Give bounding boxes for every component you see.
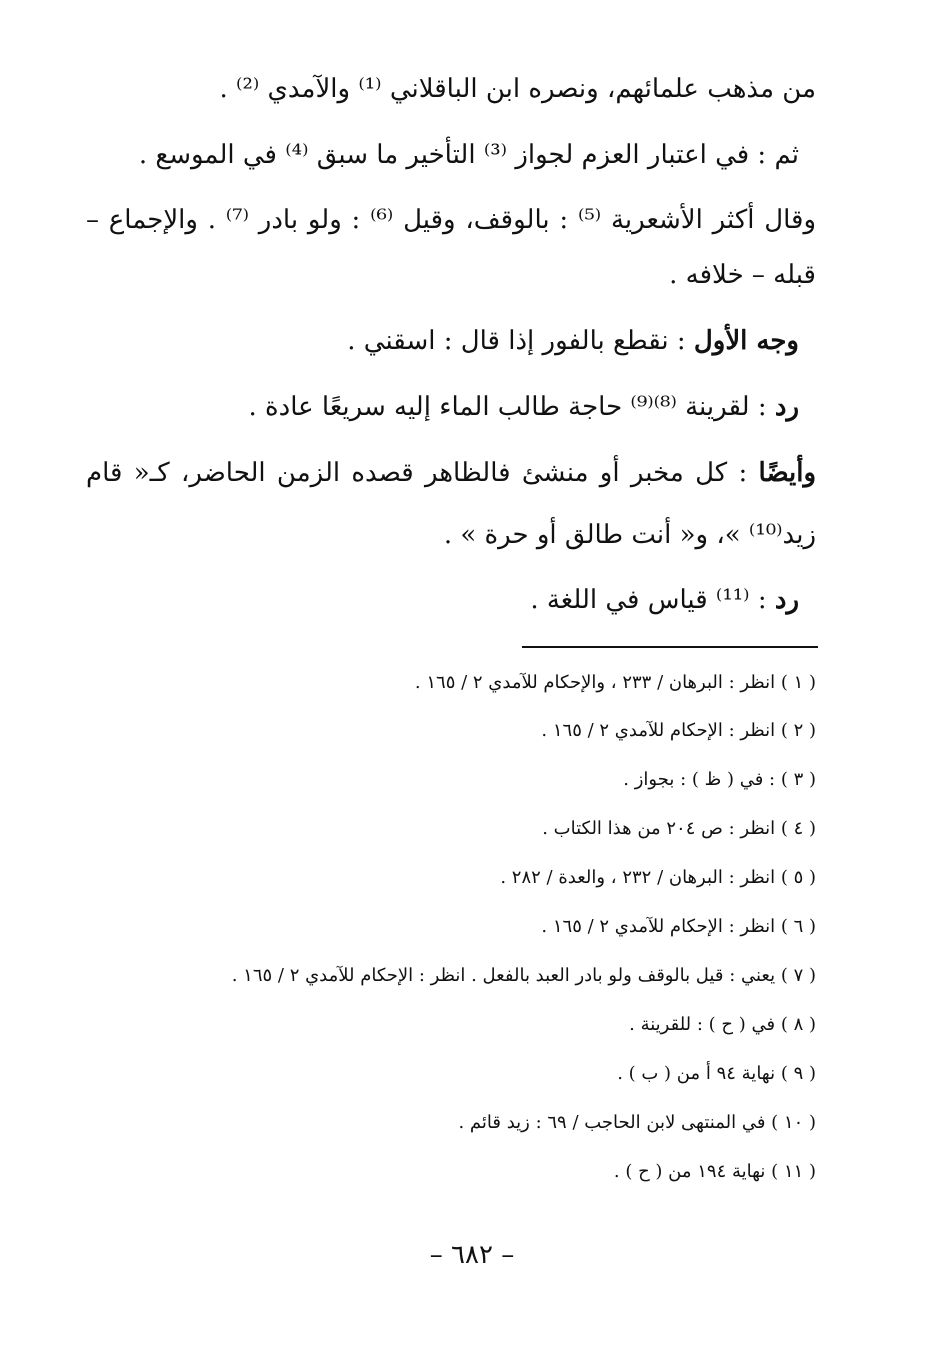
body-line-9-text: : ⁽¹¹⁾ قياس في اللغة . [530,585,775,615]
body-line-6 [249,392,800,422]
footnote-3: ( ٣ ) : في ( ظ ) : بجواز . [623,769,816,790]
body-line-8: زيد⁽¹⁰⁾ »، و« أنت طالق أو حرة » . [443,520,816,550]
footnote-1: ( ١ ) انظر : البرهان / ٢٣٣ ، والإحكام للآمدي ٢ / ١٦٥ . [414,672,816,693]
body-line-2: ثم : في اعتبار العزم لجواز ⁽³⁾ التأخير ما سبق ⁽⁴⁾ في الموسع . [138,140,799,170]
body-line-1: من مذهب علمائهم، ونصره ابن الباقلاني ⁽¹⁾ والآمدي ⁽²⁾ . [219,74,816,104]
footnote-11: ( ١١ ) نهاية ١٩٤ من ( ح ) . [613,1161,816,1182]
body-line-9 [530,585,799,615]
footnote-4: ( ٤ ) انظر : ص ٢٠٤ من هذا الكتاب . [542,818,816,839]
body-line-6-text: : لقرينة ⁽⁸⁾⁽⁹⁾ حاجة طالب الماء إليه سريعًا عادة . [248,392,775,422]
footnote-2: ( ٢ ) انظر : الإحكام للآمدي ٢ / ١٦٥ . [541,720,816,741]
footnote-7: ( ٧ ) يعني : قيل بالوقف ولو بادر العبد بالفعل . انظر : الإحكام للآمدي ٢ / ١٦٥ . [231,965,816,986]
body-line-4: قبله – خلافه . [669,260,816,290]
body-line-5 [347,326,799,356]
footnote-8: ( ٨ ) في ( ح ) : للقرينة . [629,1014,816,1035]
heading-first-aspect: وجه الأول [693,326,799,356]
footnote-9: ( ٩ ) نهاية ٩٤ أ من ( ب ) . [617,1063,816,1084]
footnote-10: ( ١٠ ) في المنتهى لابن الحاجب / ٦٩ : زيد قائم . [458,1112,816,1133]
body-line-3: وقال أكثر الأشعرية ⁽⁵⁾ : بالوقف، وقيل ⁽⁶⁾ : ولو بادر ⁽⁷⁾ . والإجماع – [86,205,817,235]
body-line-5-text: : نقطع بالفور إذا قال : اسقني . [347,326,694,356]
page-number: – ٦٨٢ – [429,1240,515,1270]
body-line-7 [86,458,816,488]
footnote-5: ( ٥ ) انظر : البرهان / ٢٣٢ ، والعدة / ٢٨٢ . [500,867,816,888]
body-line-7-text: : كل مخبر أو منشئ فالظاهر قصده الزمن الحاضر، كـ« قام [86,458,759,488]
heading-reply: رد [774,392,799,422]
heading-also: وأيضًا [758,458,816,488]
footnote-6: ( ٦ ) انظر : الإحكام للآمدي ٢ / ١٦٥ . [541,916,816,937]
heading-reply-2: رد [774,585,799,615]
footnote-separator [522,646,818,648]
